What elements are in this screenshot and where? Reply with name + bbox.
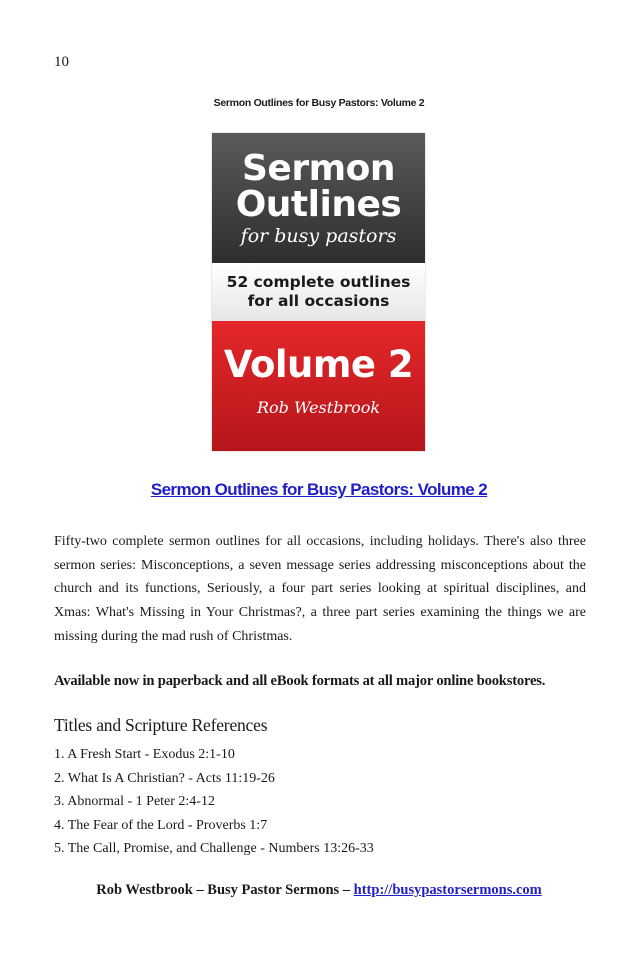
footer-website-link[interactable]: http://busypastorsermons.com: [353, 882, 542, 898]
page-number: 10: [54, 54, 69, 70]
book-cover-image: [212, 133, 425, 451]
footer-text: Rob Westbrook – Busy Pastor Sermons –: [96, 882, 354, 898]
cover-tagline-line1: 52 complete outlines: [226, 273, 411, 291]
list-item: 5. The Call, Promise, and Challenge - Numbers 13:26-33: [54, 841, 374, 856]
cover-title: [212, 148, 425, 225]
cover-tagline-line2: for all occasions: [247, 292, 390, 310]
page-footer: [0, 882, 638, 899]
cover-tagline-panel: [212, 263, 425, 321]
cover-bottom-panel: [212, 321, 425, 451]
cover-subtitle: for busy pastors: [240, 225, 397, 247]
list-item: 2. What Is A Christian? - Acts 11:19-26: [54, 770, 275, 786]
list-item: 1. A Fresh Start - Exodus 2:1-10: [54, 747, 235, 762]
cover-volume: Volume 2: [223, 343, 414, 386]
titles-list: [54, 743, 374, 861]
availability-notice: Available now in paperback and all eBook formats at all major online bookstores.: [54, 673, 546, 689]
list-item: 3. Abnormal - 1 Peter 2:4-12: [54, 794, 215, 809]
cover-title-line2: Outlines: [235, 184, 402, 225]
book-title-link[interactable]: Sermon Outlines for Busy Pastors: Volume 2: [150, 480, 488, 499]
running-header: Sermon Outlines for Busy Pastors: Volume 2: [213, 97, 425, 109]
list-item: 4. The Fear of the Lord - Proverbs 1:7: [54, 817, 268, 833]
book-description: Fifty-two complete sermon outlines for all occasions, including holidays. There's also three sermon series: Misconceptions, a seven message series addressing misconceptions about the church and its functions, Seriously, a four part series looking at spiritual disciplines, and Xmas: What's Missing in Your Christmas?, a three part series examining the things we are missing during the mad rush of Christmas.: [54, 534, 586, 644]
cover-title-line1: Sermon: [242, 148, 395, 189]
cover-author: Rob Westbrook: [256, 398, 381, 417]
cover-top-panel: [212, 133, 425, 263]
titles-heading: Titles and Scripture References: [54, 715, 268, 735]
